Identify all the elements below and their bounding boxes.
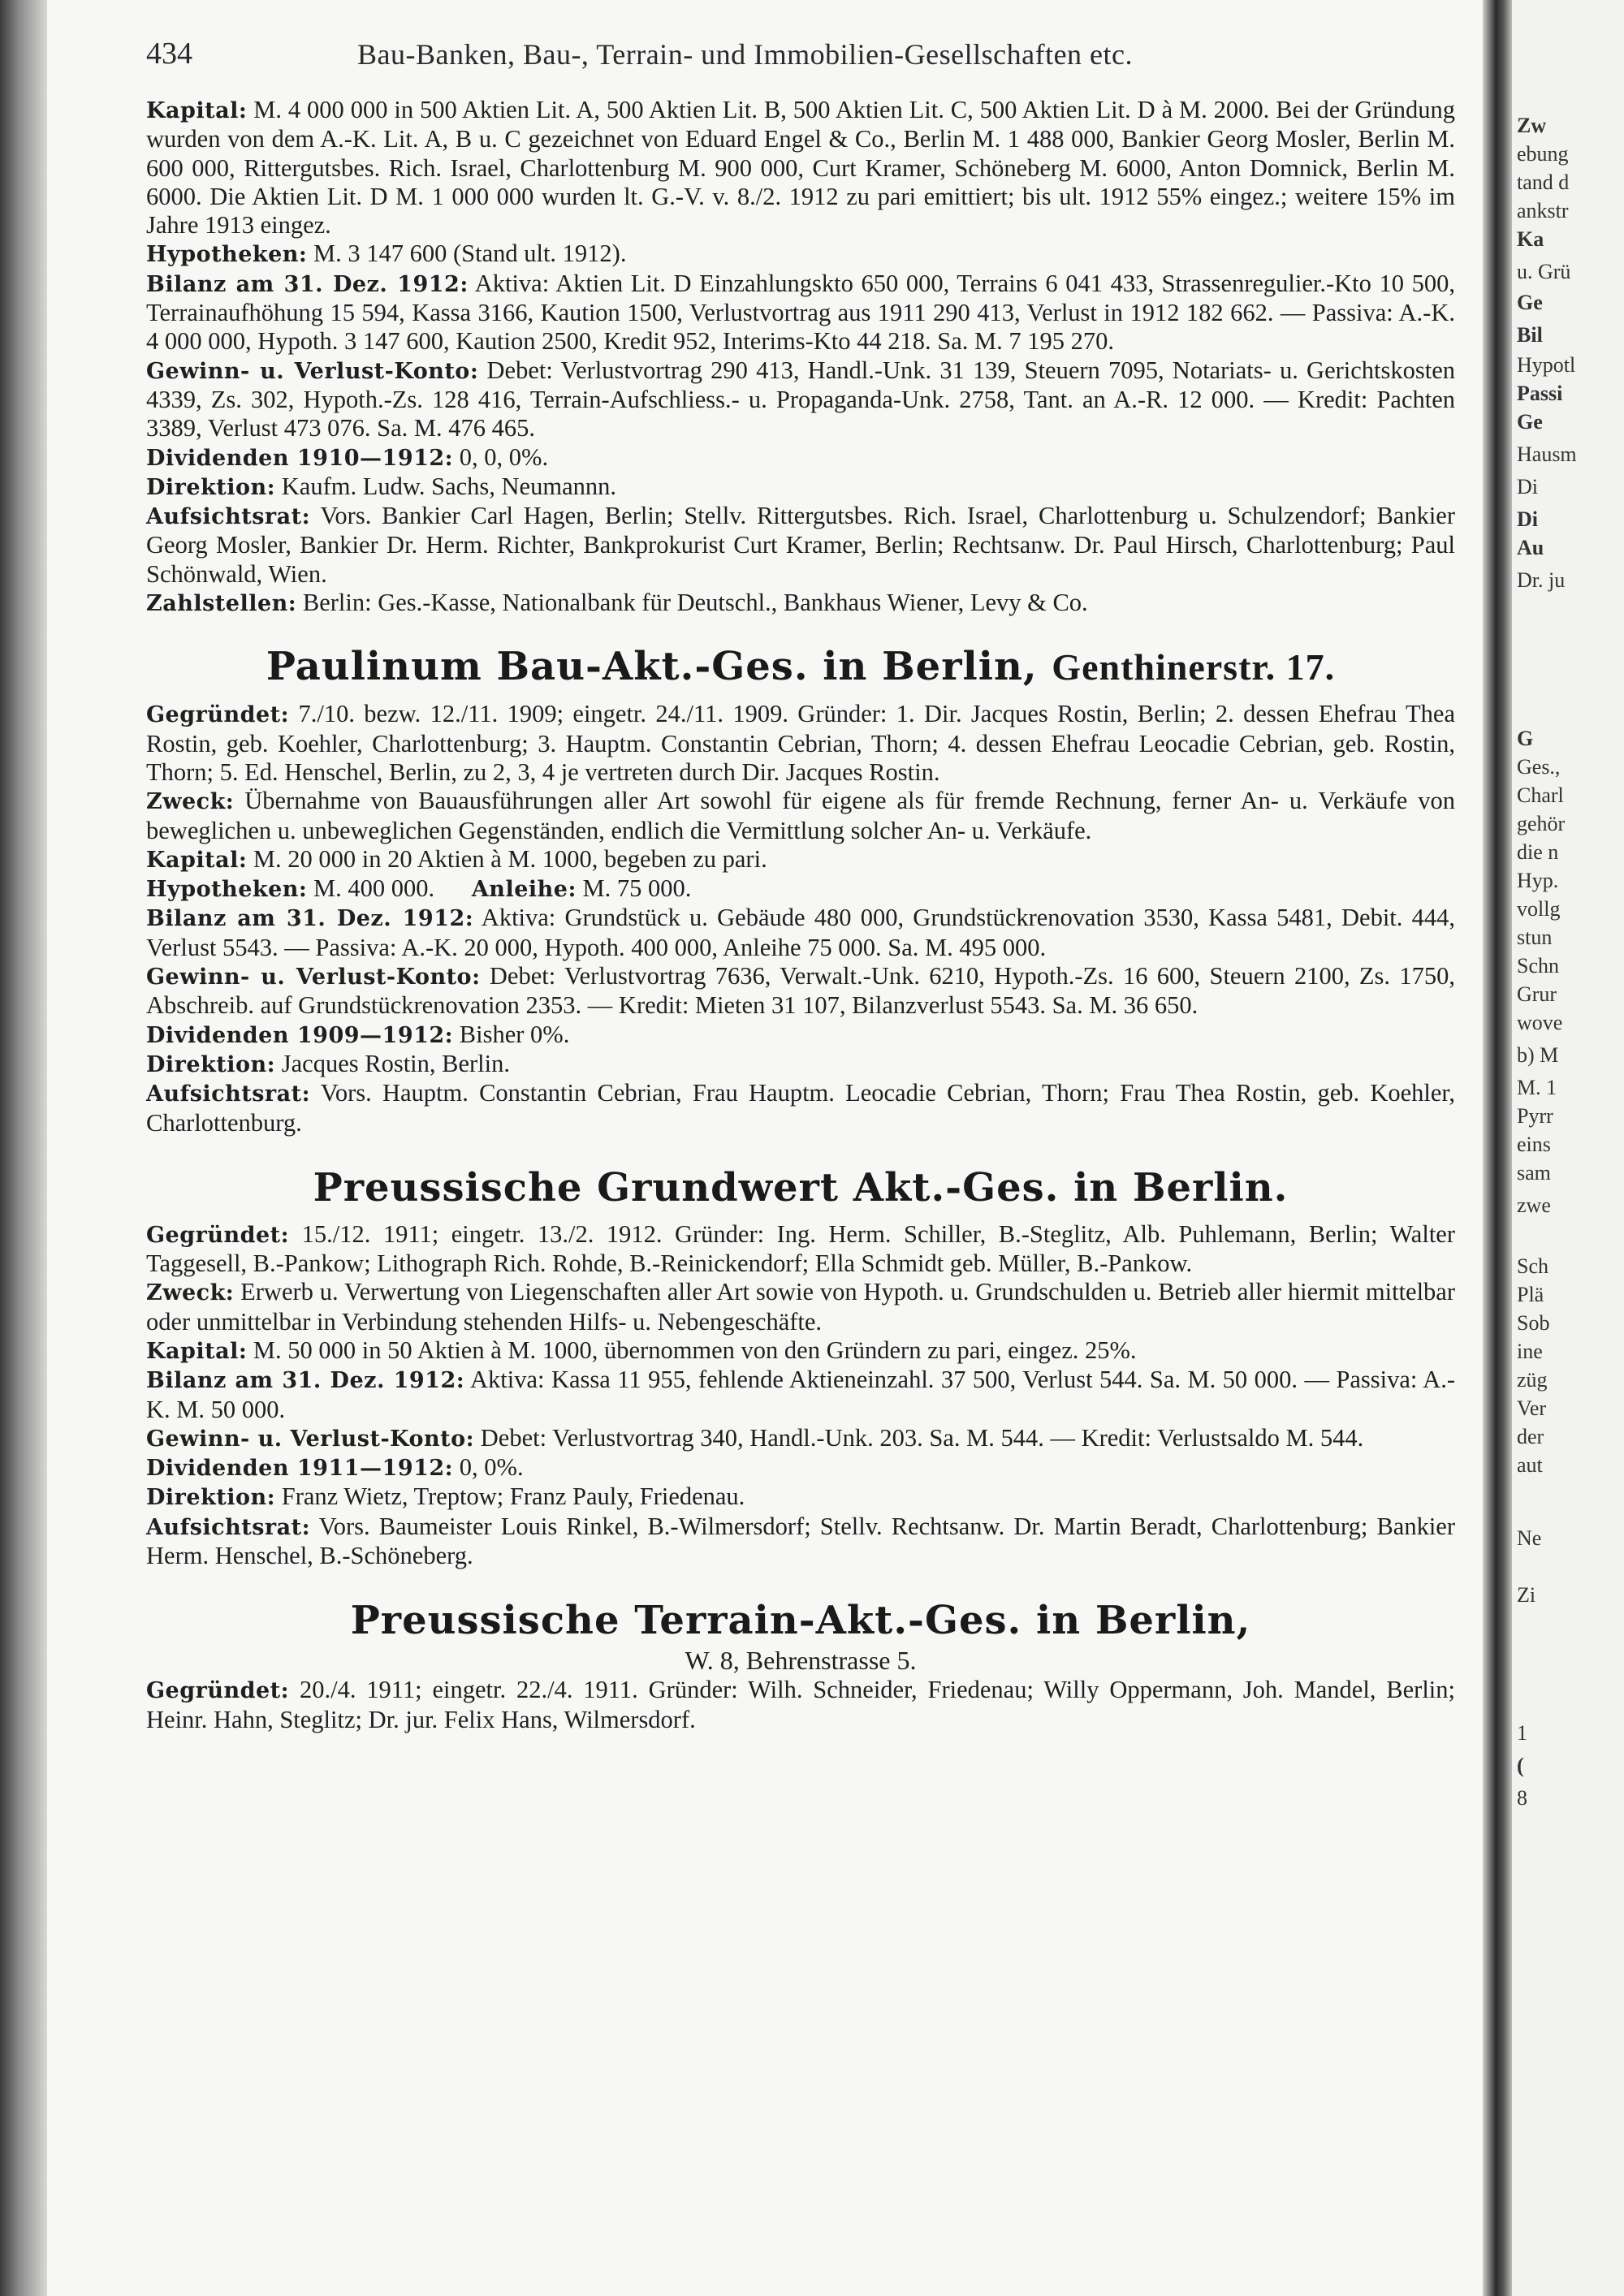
kapital-paragraph: Kapital: M. 20 000 in 20 Aktien à M. 1000, begeben zu pari. <box>146 844 767 873</box>
bilanz-paragraph: Bilanz am 31. Dez. 1912: Aktiva: Grundstück u. Gebäude 480 000, Grundstückrenovation 3530, Kassa 5481, Debit. 444, Verlust 5543. — Passiva: A.-K. 20 000, Hypoth. 400 000, Anleihe 75 000. Sa. M. 495 000. <box>146 904 1455 961</box>
fragment-text: aut <box>1517 1453 1543 1477</box>
gegruendet-paragraph: Gegründet: 15./12. 1911; eingetr. 13./2. 1912. Gründer: Ing. Herm. Schiller, B.-Steglitz, Alb. Puhlemann, Berlin; Walter Taggesell, B.-Pankow; Lithograph Rich. Rohde, B.-Reinickendorf; Ella Schmidt geb. Müller, B.-Pankow. <box>146 1219 1455 1278</box>
fragment-text: Charl <box>1517 783 1564 807</box>
fragment-text: wove <box>1517 1011 1563 1034</box>
gegruendet-paragraph: Gegründet: 20./4. 1911; eingetr. 22./4. 1911. Gründer: Wilh. Schneider, Friedenau; Willy Oppermann, Joh. Mandel, Berlin; Heinr. Hahn, Steglitz; Dr. jur. Felix Hans, Wilmersdorf. <box>146 1676 1456 1733</box>
fragment-text: M. 1 <box>1517 1076 1557 1099</box>
running-title: Bau-Banken, Bau-, Terrain- und Immobilien-Gesellschaften etc. <box>357 38 1134 71</box>
fragment-text: G <box>1517 727 1534 750</box>
guv-paragraph: Gewinn- u. Verlust-Konto: Debet: Verlustvortrag 7636, Verwalt.-Unk. 6210, Hypoth.-Zs. 16 600, Steuern 2100, Zs. 1750, Abschreib. auf Grundstückrenovation 2353. — Kredit: Mieten 31 107, Bilanzverlust 5543. Sa. M. 36 650. <box>146 962 1455 1020</box>
fragment-text: 8 <box>1517 1786 1527 1810</box>
guv-paragraph: Gewinn- u. Verlust-Konto: Debet: Verlustvortrag 290 413, Handl.-Unk. 31 139, Steuern 7095, Notariats- u. Gerichtskosten 4339, Zs. 302, Hypoth.-Zs. 128 416, Terrain-Aufschliess.- u. Propaganda-Unk. 2758, Tant. an A.-R. 12 000. — Kredit: Pachten 3389, Verlust 473 076. Sa. M. 476 465. <box>146 356 1455 442</box>
fragment-text: Schn <box>1517 954 1559 978</box>
fragment-text: Ges., <box>1517 755 1561 779</box>
guv-paragraph: Gewinn- u. Verlust-Konto: Debet: Verlustvortrag 340, Handl.-Unk. 203. Sa. M. 544. — Kredit: Verlustsaldo M. 544. <box>146 1423 1364 1452</box>
running-header <box>146 36 1455 76</box>
fragment-text: 1 <box>1517 1721 1527 1745</box>
fragment-text: Bil <box>1517 323 1543 347</box>
fragment-text: Dr. ju <box>1517 568 1566 592</box>
bilanz-paragraph: Bilanz am 31. Dez. 1912: Aktiva: Aktien Lit. D Einzahlungskto 650 000, Terrains 6 041 433, Strassenregulier.-Kto 10 500, Terrainaufhöhung 15 594, Kassa 3166, Kaution 1500, Verlustvortrag aus 1911 290 413, Verlust in 1912 182 662. — Passiva: A.-K. 4 000 000, Hypoth. 3 147 600, Kaution 2500, Kredit 952, Interims-Kto 44 218. Sa. M. 7 195 270. <box>146 269 1455 356</box>
fragment-text: Sob <box>1517 1311 1550 1335</box>
fragment-text: Hypotl <box>1517 353 1576 377</box>
fragment-text: eins <box>1517 1133 1551 1156</box>
company-heading: Paulinum Bau-Akt.-Ges. in Berlin, Genthinerstr. 17. <box>266 644 1336 690</box>
fragment-text: zwe <box>1517 1193 1551 1217</box>
aufsichtsrat-paragraph: Aufsichtsrat: Vors. Baumeister Louis Rinkel, B.-Wilmersdorf; Stellv. Rechtsanw. Dr. Martin Beradt, Charlottenburg; Bankier Herm. Henschel, B.-Schöneberg. <box>146 1512 1455 1570</box>
fragment-text: sam <box>1517 1161 1551 1185</box>
direktion-paragraph: Direktion: Franz Wietz, Treptow; Franz Pauly, Friedenau. <box>146 1482 745 1511</box>
fragment-text: die n <box>1517 840 1559 864</box>
entry-continued <box>146 96 1455 618</box>
entry-preussische-grundwert <box>146 1163 1455 1571</box>
entry-paulinum <box>146 642 1455 1137</box>
page-body <box>146 96 1455 1734</box>
fragment-text: vollg <box>1517 897 1561 921</box>
fragment-text: Zw <box>1517 114 1547 137</box>
fragment-text: Pyrr <box>1517 1104 1553 1128</box>
fragment-text: stun <box>1517 926 1553 949</box>
aufsichtsrat-paragraph: Aufsichtsrat: Vors. Bankier Carl Hagen, Berlin; Stellv. Rittergutsbes. Rich. Israel, Charlottenburg u. Schulzendorf; Bankier Georg Mosler, Bankier Dr. Herm. Richter, Bankprokurist Curt Kramer, Berlin; Rechtsanw. Dr. Paul Hirsch, Charlottenburg; Paul Schönwald, Wien. <box>146 502 1455 588</box>
fragment-text: Passi <box>1517 382 1563 405</box>
direktion-paragraph: Direktion: Kaufm. Ludw. Sachs, Neumannn. <box>146 472 616 500</box>
fragment-text: Ka <box>1517 227 1544 251</box>
zweck-paragraph: Zweck: Erwerb u. Verwertung von Liegenschaften aller Art sowie von Hypoth. u. Grundschulden u. Betrieb aller hiermit mittelbar oder unmittelbar in Verbindung stehenden Hilfs- u. Nebengeschäfte. <box>146 1278 1456 1336</box>
dividenden-paragraph: Dividenden 1910—1912: 0, 0, 0%. <box>146 442 549 471</box>
company-address: W. 8, Behrenstrasse 5. <box>685 1646 917 1676</box>
entry-preussische-terrain <box>146 1596 1455 1734</box>
company-heading: Preussische Grundwert Akt.-Ges. in Berlin. <box>313 1164 1289 1211</box>
fragment-text: Grur <box>1517 982 1557 1006</box>
company-heading: Preussische Terrain-Akt.-Ges. in Berlin, <box>350 1598 1251 1644</box>
dividenden-paragraph: Dividenden 1909—1912: Bisher 0%. <box>146 1020 570 1048</box>
bilanz-paragraph: Bilanz am 31. Dez. 1912: Aktiva: Kassa 11 955, fehlende Aktieneinzahl. 37 500, Verlust 544. Sa. M. 50 000. — Passiva: A.-K. M. 50 000. <box>146 1366 1455 1423</box>
page-number: 434 <box>146 37 192 71</box>
fragment-text: Plä <box>1517 1283 1544 1306</box>
fragment-text: züg <box>1517 1368 1548 1392</box>
zahlstellen-paragraph: Zahlstellen: Berlin: Ges.-Kasse, Nationalbank für Deutschl., Bankhaus Wiener, Levy & Co. <box>146 589 1088 617</box>
fragment-text: b) M <box>1517 1043 1559 1067</box>
book-spine-shadow <box>0 0 47 2296</box>
dividenden-paragraph: Dividenden 1911—1912: 0, 0%. <box>146 1453 524 1482</box>
direktion-paragraph: Direktion: Jacques Rostin, Berlin. <box>146 1049 510 1077</box>
fragment-text: Di <box>1517 507 1538 531</box>
kapital-paragraph: Kapital: M. 50 000 in 50 Aktien à M. 1000, übernommen von den Gründern zu pari, eingez. 25%. <box>146 1336 1137 1364</box>
fragment-text: gehör <box>1517 812 1566 835</box>
gegruendet-paragraph: Gegründet: 7./10. bezw. 12./11. 1909; eingetr. 24./11. 1909. Gründer: 1. Dir. Jacques Rostin, Berlin; 2. dessen Ehefrau Thea Rostin, geb. Koehler, Charlottenburg; 3. Hauptm. Constantin Cebrian, Thorn; 4. dessen Ehefrau Leocadie Cebrian, geb. Rostin, Thorn; 5. Ed. Henschel, Berlin, zu 2, 3, 4 je vertreten durch Dir. Jacques Rostin. <box>146 700 1456 786</box>
fragment-text: Zi <box>1517 1583 1536 1607</box>
aufsichtsrat-paragraph: Aufsichtsrat: Vors. Hauptm. Constantin Cebrian, Frau Hauptm. Leocadie Cebrian, Thorn; Frau Thea Rostin, geb. Koehler, Charlottenburg. <box>146 1079 1455 1137</box>
hypotheken-paragraph: Hypotheken: M. 400 000. Anleihe: M. 75 000. <box>146 874 692 903</box>
zweck-paragraph: Zweck: Übernahme von Bauausführungen aller Art sowohl für eigene als für fremde Rechnung, ferner An- u. Verkäufe von beweglichen u. unbeweglichen Gegenständen, endlich die Vermittlung solcher An- u. Verkäufe. <box>146 787 1455 844</box>
fragment-text: ine <box>1517 1340 1543 1363</box>
fragment-text: Ge <box>1517 410 1543 434</box>
fragment-text: Hyp. <box>1517 869 1559 892</box>
fragment-text: Ne <box>1517 1526 1542 1550</box>
page-gutter <box>1483 0 1512 2296</box>
fragment-text: ankstr <box>1517 199 1569 222</box>
fragment-text: Ver <box>1517 1396 1547 1420</box>
fragment-text: u. Grü <box>1517 260 1571 283</box>
fragment-text: ebung <box>1517 142 1569 166</box>
fragment-text: tand d <box>1517 170 1570 194</box>
adjacent-page-fragment <box>1512 0 1624 2296</box>
fragment-text: Ge <box>1517 291 1543 314</box>
kapital-paragraph: Kapital: M. 4 000 000 in 500 Aktien Lit. A, 500 Aktien Lit. B, 500 Aktien Lit. C, 500 Aktien Lit. D à M. 2000. Bei der Gründung wurden von dem A.-K. Lit. A, B u. C gezeichnet von Eduard Engel & Co., Berlin M. 1 488 000, Bankier Georg Mosler, Berlin M. 600 000, Rittergutsbes. Rich. Israel, Charlottenburg M. 900 000, Curt Kramer, Schöneberg M. 6000, Anton Domnick, Berlin M. 6000. Die Aktien Lit. D M. 1 000 000 wurden lt. G.-V. v. 8./2. 1912 zu pari emittiert; bis ult. 1912 55% eingez.; weitere 15% im Jahre 1913 eingez. <box>146 96 1456 240</box>
fragment-text: Sch <box>1517 1254 1548 1278</box>
hypotheken-paragraph: Hypotheken: M. 3 147 600 (Stand ult. 1912). <box>146 240 627 268</box>
fragment-text: Di <box>1517 475 1538 498</box>
fragment-text: ( <box>1517 1754 1524 1777</box>
fragment-text: der <box>1517 1425 1544 1448</box>
fragment-text: Au <box>1517 536 1544 559</box>
fragment-text: Hausm <box>1517 442 1577 466</box>
